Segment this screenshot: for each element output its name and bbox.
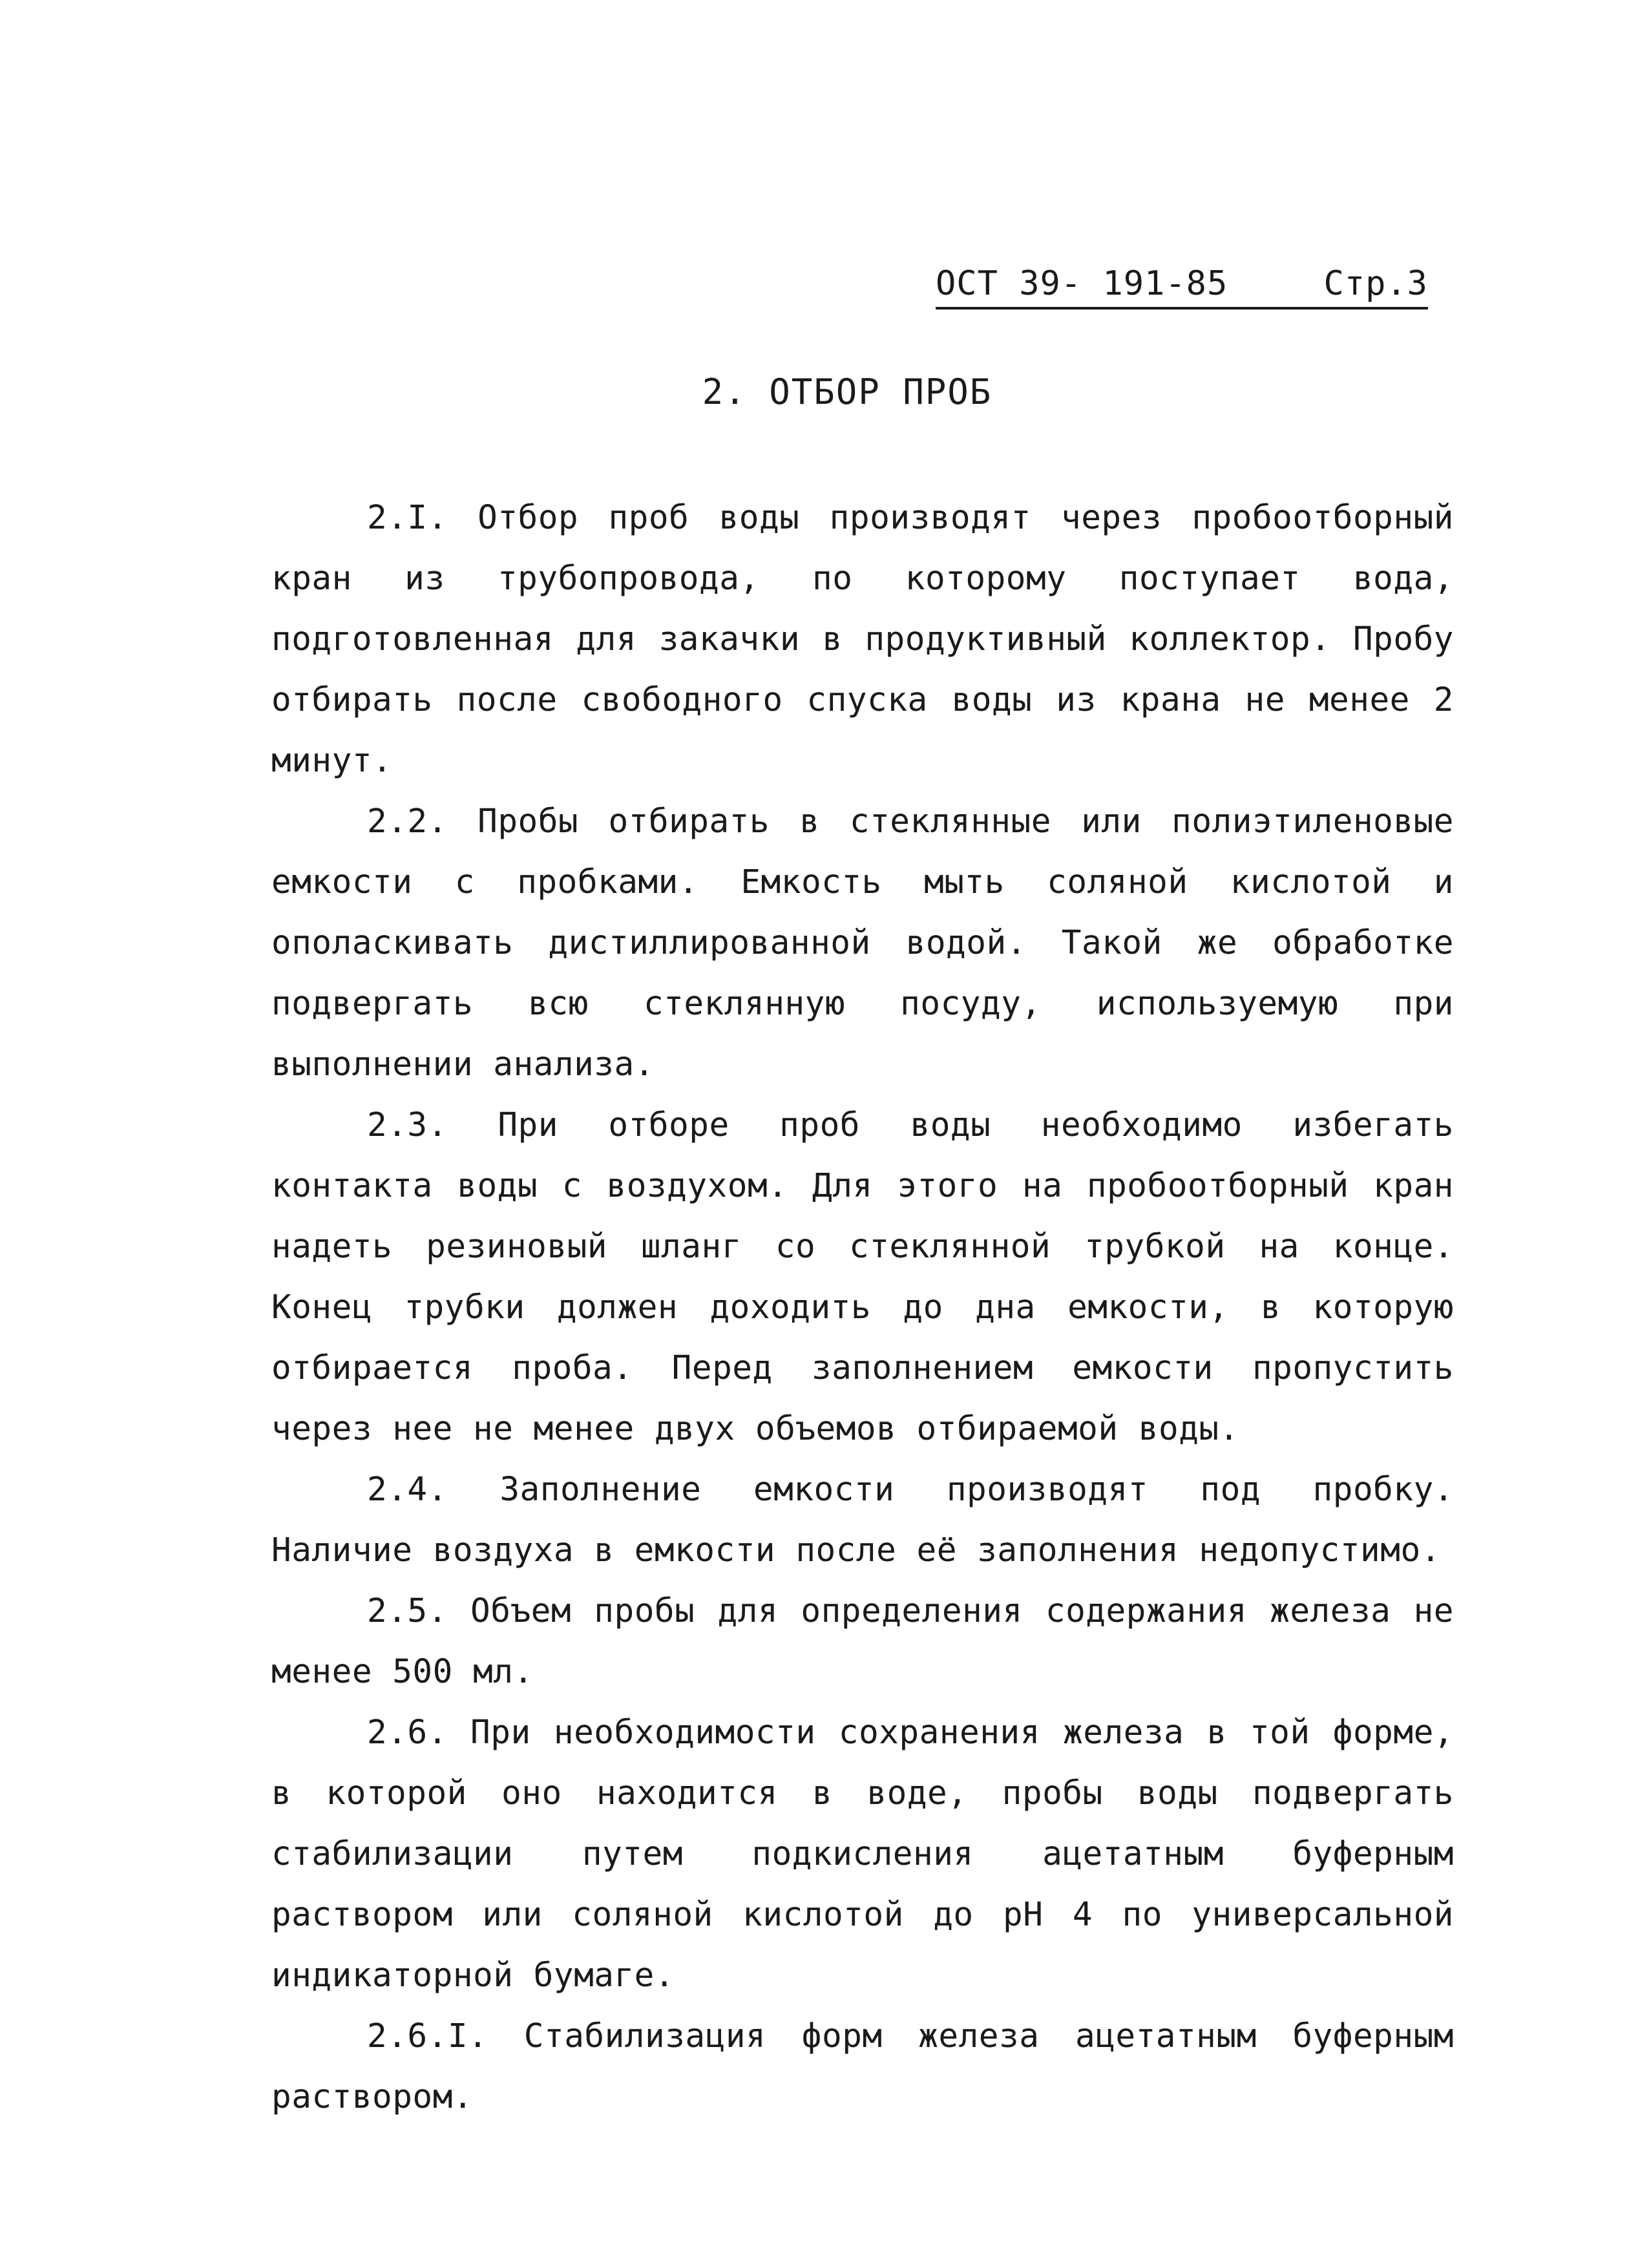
section-title: 2. ОТБОР ПРОБ bbox=[702, 372, 993, 412]
paragraph-2-5: 2.5. Объем пробы для определения содержания железа не менее 500 мл. bbox=[271, 1592, 1454, 1691]
paragraph-2-4: 2.4. Заполнение емкости производят под пробку. Наличие воздуха в емкости после её заполнения недопустимо. bbox=[271, 1471, 1454, 1570]
paragraph-2-1: 2.I. Отбор проб воды производят через пробоотборный кран из трубопровода, по которому поступает вода, подготовленная для закачки в продуктивный коллектор. Пробу отбирать после свободного спуска воды из крана не менее 2 минут. bbox=[271, 499, 1454, 780]
section-body bbox=[271, 488, 1454, 2128]
page-header bbox=[936, 255, 1428, 310]
document-code: ОСТ 39- 191-85 bbox=[936, 264, 1228, 303]
paragraph-2-6-1: 2.6.I. Стабилизация форм железа ацетатным буферным раствором. bbox=[271, 2017, 1454, 2116]
paragraph-2-2: 2.2. Пробы отбирать в стеклянные или полиэтиленовые емкости с пробками. Емкость мыть соляной кислотой и ополаскивать дистиллированной водой. Такой же обработке подвергать всю стеклянную посуду, используемую при выполнении анализа. bbox=[271, 803, 1454, 1084]
page-number: Стр.3 bbox=[1323, 264, 1428, 303]
paragraph-2-3: 2.3. При отборе проб воды необходимо избегать контакта воды с воздухом. Для этого на пробоотборный кран надеть резиновый шланг со стеклянной трубкой на конце. Конец трубки должен доходить до дна емкости, в которую отбирается проба. Перед заполнением емкости пропустить через нее не менее двух объемов отбираемой воды. bbox=[271, 1106, 1454, 1448]
paragraph-2-6: 2.6. При необходимости сохранения железа в той форме, в которой оно находится в воде, пробы воды подвергать стабилизации путем подкисления ацетатным буферным раствором или соляной кислотой до pH 4 по универсальной индикаторной бумаге. bbox=[271, 1714, 1454, 1995]
